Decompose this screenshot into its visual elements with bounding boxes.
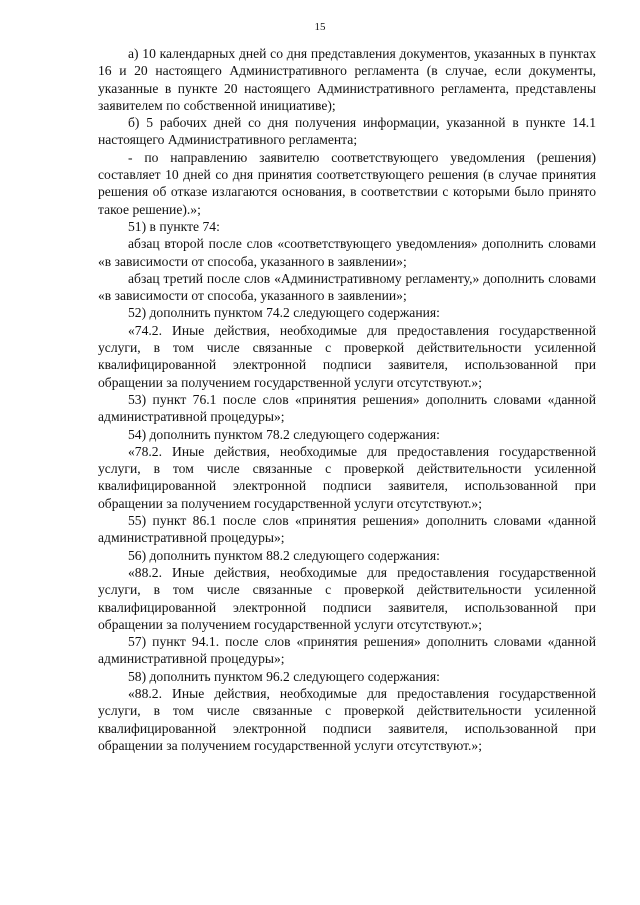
item-51: 51) в пункте 74:	[128, 218, 220, 234]
clause-74-2: «74.2. Иные действия, необходимые для предоставления государственной услуги, в том числе связанные с проверкой действительности усиленной квалифицированной электронной подписи заявителя, использованной при обращении за получением государственной услуги отсутствуют.»;	[98, 322, 596, 390]
clause-78-2: «78.2. Иные действия, необходимые для предоставления государственной услуги, в том числе связанные с проверкой действительности усиленной квалифицированной электронной подписи заявителя, использованной при обращении за получением государственной услуги отсутствуют.»;	[98, 443, 596, 511]
paragraph-b-deadline: б) 5 рабочих дней со дня получения информации, указанной в пункте 14.1 настоящего Административного регламента;	[98, 115, 596, 148]
item-52: 52) дополнить пунктом 74.2 следующего содержания:	[128, 305, 440, 321]
clause-88-2: «88.2. Иные действия, необходимые для предоставления государственной услуги, в том числе связанные с проверкой действительности усиленной квалифицированной электронной подписи заявителя, использованной при обращении за получением государственной услуги отсутствуют.»;	[98, 564, 596, 632]
page-number: 15	[314, 21, 326, 33]
item-54: 54) дополнить пунктом 78.2 следующего содержания:	[128, 426, 440, 442]
document-body	[98, 45, 596, 754]
item-51-para-3: абзац третий после слов «Административному регламенту,» дополнить словами «в зависимости от способа, указанного в заявлении»;	[98, 270, 596, 304]
paragraph-a-deadline: а) 10 календарных дней со дня представления документов, указанных в пунктах 16 и 20 настоящего Административного регламента (в случае, если документы, указанные в пункте 20 настоящего Административного регламента, представлены заявителем по собственной инициативе);	[98, 46, 596, 113]
clause-96-2: «88.2. Иные действия, необходимые для предоставления государственной услуги, в том числе связанные с проверкой действительности усиленной квалифицированной электронной подписи заявителя, использованной при обращении за получением государственной услуги отсутствуют.»;	[98, 685, 596, 753]
item-55: 55) пункт 86.1 после слов «принятия решения» дополнить словами «данной административной процедуры»;	[98, 513, 596, 546]
paragraph-notification-deadline: - по направлению заявителю соответствующего уведомления (решения) составляет 10 дней со дня принятия соответствующего решения (в случае принятия решения об отказе излагаются основания, в соответствии с которыми было принято такое решение).»;	[98, 149, 596, 217]
item-56: 56) дополнить пунктом 88.2 следующего содержания:	[128, 547, 440, 563]
item-51-para-2: абзац второй после слов «соответствующего уведомления» дополнить словами «в зависимости от способа, указанного в заявлении»;	[98, 236, 596, 269]
item-53: 53) пункт 76.1 после слов «принятия решения» дополнить словами «данной административной процедуры»;	[98, 391, 596, 425]
item-58: 58) дополнить пунктом 96.2 следующего содержания:	[128, 668, 440, 684]
item-57: 57) пункт 94.1. после слов «принятия решения» дополнить словами «данной административной процедуры»;	[98, 634, 596, 667]
